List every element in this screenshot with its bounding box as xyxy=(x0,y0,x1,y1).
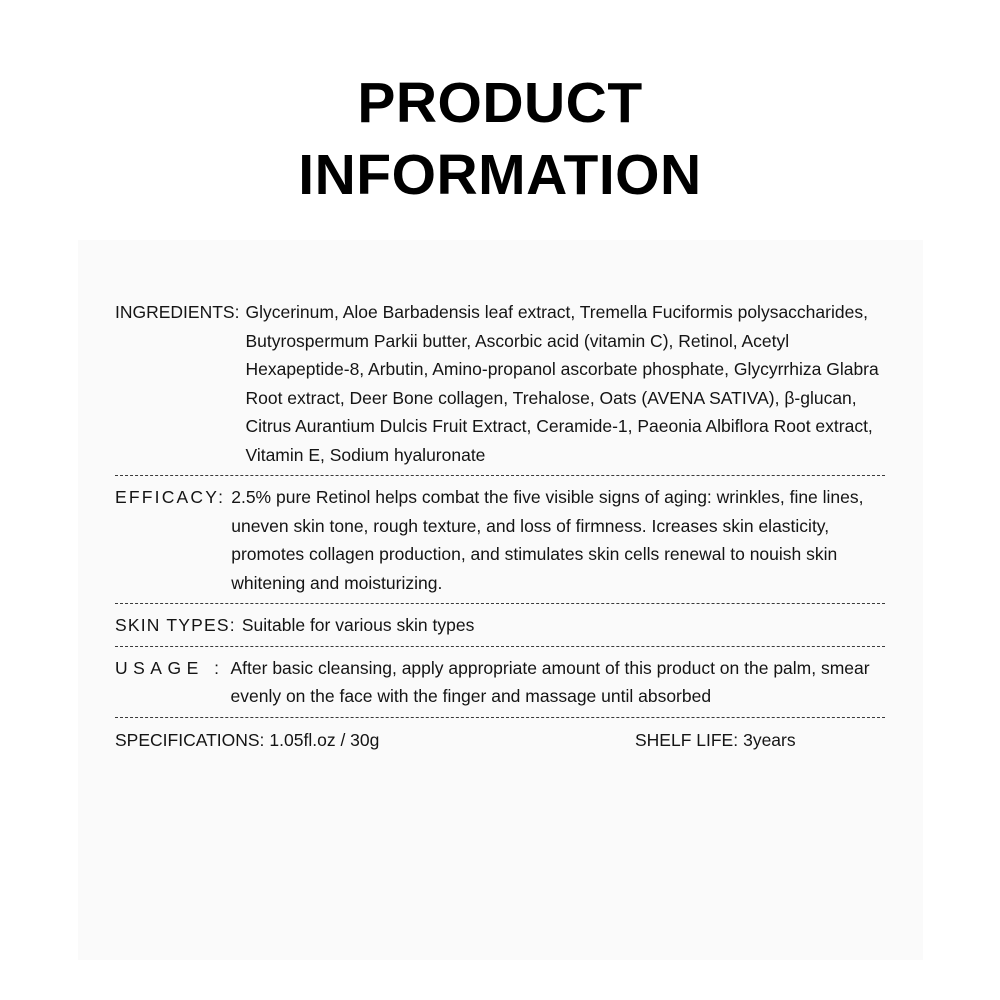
page-title xyxy=(0,0,1000,212)
usage-value: After basic cleansing, apply appropriate amount of this product on the palm, smear evenly on the face with the finger and massage until absorbed xyxy=(230,657,870,707)
specifications-label: SPECIFICATIONS: xyxy=(115,729,265,750)
shelf-life-label: SHELF LIFE: xyxy=(635,729,739,750)
specifications-value: 1.05fl.oz / 30g xyxy=(269,729,380,750)
section-footer xyxy=(115,725,885,753)
efficacy-value: 2.5% pure Retinol helps combat the five visible signs of aging: wrinkles, fine lines, uneven skin tone, rough texture, and loss of firmness. Icreases skin elasticity, promotes collagen production, and stimulates skin cells renewal to nouish skin whitening and moisturizing. xyxy=(231,487,864,593)
divider xyxy=(115,603,885,604)
section-usage xyxy=(115,654,885,711)
ingredients-label: INGREDIENTS: xyxy=(115,302,240,322)
section-shelf-life xyxy=(635,727,885,753)
usage-label: USAGE : xyxy=(115,657,225,678)
section-specifications xyxy=(115,727,635,753)
page-title-line-1: PRODUCT xyxy=(357,71,643,135)
divider xyxy=(115,475,885,476)
section-skin-types xyxy=(115,611,885,640)
divider xyxy=(115,717,885,718)
skin-types-label: SKIN TYPES: xyxy=(115,615,236,636)
info-content xyxy=(115,298,885,753)
ingredients-value: Glycerinum, Aloe Barbadensis leaf extract, Tremella Fuciformis polysaccharides, Butyrospermum Parkii butter, Ascorbic acid (vitamin C), Retinol, Acetyl Hexapeptide-8, Arbutin, Amino-propanol ascorbate phosphate, Glycyrrhiza Glabra Root extract, Deer Bone collagen, Trehalose, Oats (AVENA SATIVA), β-glucan, Citrus Aurantium Dulcis Fruit Extract, Ceramide-1, Paeonia Albiflora Root extract, Vitamin E, Sodium hyaluronate xyxy=(245,302,879,465)
section-efficacy xyxy=(115,483,885,597)
divider xyxy=(115,646,885,647)
shelf-life-value: 3years xyxy=(743,729,796,750)
page-title-line-2: INFORMATION xyxy=(298,142,702,207)
skin-types-value: Suitable for various skin types xyxy=(241,615,475,636)
section-ingredients xyxy=(115,298,885,469)
efficacy-label: EFFICACY: xyxy=(115,487,226,508)
